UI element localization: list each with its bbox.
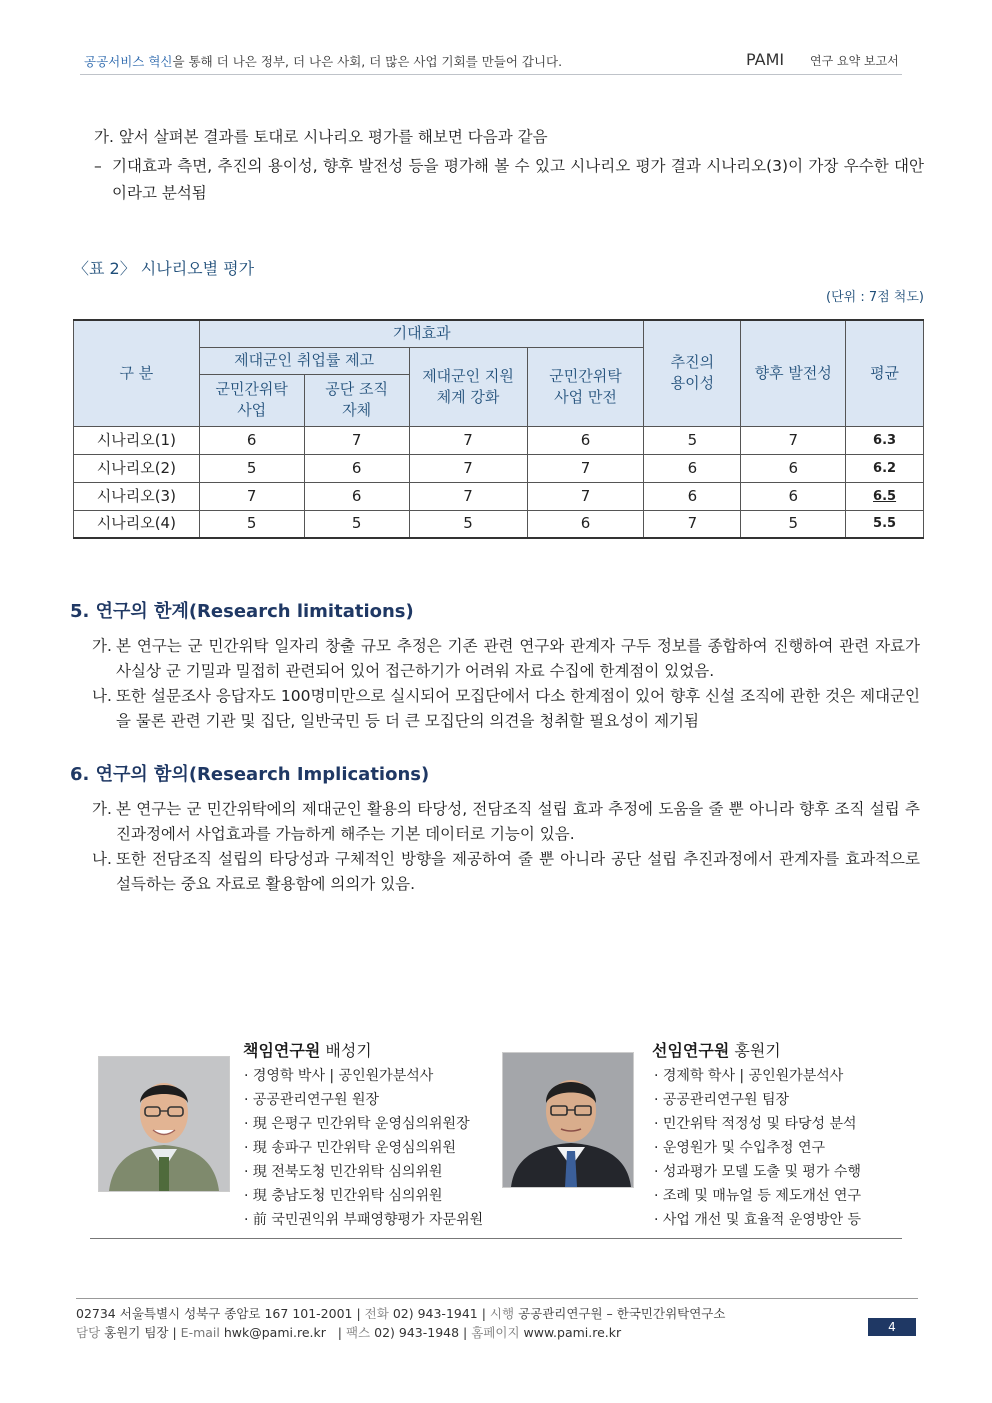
- cell: 6: [741, 454, 846, 482]
- cell: 7: [199, 482, 304, 510]
- cv-item: · 운영원가 및 수입추정 연구: [654, 1136, 861, 1160]
- cv-item: · 現 은평구 민간위탁 운영심의위원장: [244, 1112, 483, 1136]
- section-6-title: 6. 연구의 함의(Research Implications): [70, 764, 430, 785]
- cv-item: · 민간위탁 적정성 및 타당성 분석: [654, 1112, 861, 1136]
- footer-contact: 홍원기 팀장: [104, 1325, 169, 1340]
- table-row: [74, 510, 924, 538]
- cv-item: · 경영학 박사 | 공인원가분석사: [244, 1064, 483, 1088]
- footer-email-label: E-mail: [180, 1325, 220, 1340]
- item-marker: 가.: [92, 637, 112, 655]
- table-row: [74, 426, 924, 454]
- footer-divider: [76, 1298, 918, 1299]
- footer-email-link[interactable]: hwk@pami.re.kr: [223, 1325, 326, 1340]
- cell: 7: [304, 426, 409, 454]
- cv-item: · 공공관리연구원 팀장: [654, 1088, 861, 1112]
- researcher-photo: [502, 1052, 634, 1188]
- header-ease: 추진의 용이성: [644, 320, 741, 426]
- footer-homepage-link[interactable]: www.pami.re.kr: [523, 1325, 622, 1340]
- footer-line-2: 담당 홍원기 팀장 | E-mail hwk@pami.re.kr | 팩스 02) 943-1948 | 홈페이지 www.pami.re.kr: [76, 1325, 622, 1340]
- page-number: 4: [868, 1318, 916, 1336]
- cell: 6: [304, 454, 409, 482]
- cell: 6: [527, 426, 644, 454]
- header-average: 평균: [846, 320, 924, 426]
- footer-homepage-label: 홈페이지: [471, 1325, 520, 1340]
- cv-item: · 사업 개선 및 효율적 운영방안 등: [654, 1208, 861, 1232]
- item-marker: 가.: [92, 800, 112, 818]
- scenario-evaluation-table: [73, 319, 924, 539]
- header-corp-org: 공단 조직 자체: [304, 374, 409, 426]
- cell: 6: [644, 454, 741, 482]
- cv-item: · 조례 및 매뉴얼 등 제도개선 연구: [654, 1184, 861, 1208]
- researcher-role: 선임연구원: [652, 1041, 730, 1060]
- researcher-2-cv: [654, 1064, 861, 1232]
- cv-item: · 現 전북도청 민간위탁 심의위원: [244, 1160, 483, 1184]
- cell: 7: [409, 482, 527, 510]
- cv-item: · 성과평가 모델 도출 및 평가 수행: [654, 1160, 861, 1184]
- intro-line-1: 가. 앞서 살펴본 결과를 토대로 시나리오 평가를 해보면 다음과 같음: [94, 128, 548, 146]
- cell: 5: [409, 510, 527, 538]
- header-employment: 제대군인 취업률 제고: [199, 347, 409, 374]
- cell: 7: [409, 454, 527, 482]
- cell: 6: [199, 426, 304, 454]
- avg-cell-best: 6.5: [846, 482, 924, 510]
- cv-item: · 前 국민권익위 부패영향평가 자문위원: [244, 1208, 483, 1232]
- header-future: 향후 발전성: [741, 320, 846, 426]
- researcher-name: 배성기: [325, 1041, 372, 1060]
- cell: 5: [199, 454, 304, 482]
- researcher-photo: [98, 1056, 230, 1192]
- intro-line-2-text: 기대효과 측면, 추진의 용이성, 향후 발전성 등을 평가해 볼 수 있고 시나리오 평가 결과 시나리오(3)이 가장 우수한 대안이라고 분석됨: [112, 157, 924, 202]
- item-text: 본 연구는 군 민간위탁 일자리 창출 규모 추정은 기존 관련 연구와 관계자 구두 정보를 종합하여 진행하여 관련 자료가 사실상 군 기밀과 밀접히 관련되어 있어 접근하기가 어려워 자료 수집에 한계점이 있었음.: [116, 637, 920, 680]
- cell: 6: [741, 482, 846, 510]
- row-label: 시나리오(1): [74, 426, 200, 454]
- researcher-1-title: [243, 1038, 372, 1061]
- header-report-type: 연구 요약 보고서: [810, 54, 899, 68]
- cv-item: · 現 송파구 민간위탁 운영심의위원: [244, 1136, 483, 1160]
- footer-address: 02734 서울특별시 성북구 종암로 167 101-2001: [76, 1306, 353, 1321]
- avg-cell: 5.5: [846, 510, 924, 538]
- header-slogan-accent: 공공서비스 혁신: [84, 54, 173, 69]
- cell: 7: [409, 426, 527, 454]
- header-expected-effect: 기대효과: [199, 320, 644, 347]
- row-label: 시나리오(4): [74, 510, 200, 538]
- cell: 7: [741, 426, 846, 454]
- section-5-item: [92, 634, 920, 684]
- cv-item: · 경제학 학사 | 공인원가분석사: [654, 1064, 861, 1088]
- avg-cell: 6.3: [846, 426, 924, 454]
- researcher-1-cv: [244, 1064, 483, 1232]
- item-marker: 나.: [92, 850, 112, 868]
- footer-org: 공공관리연구원 – 한국민간위탁연구소: [518, 1306, 726, 1321]
- header-divider: [80, 74, 902, 75]
- header-slogan-rest: 을 통해 더 나은 정부, 더 나은 사회, 더 많은 사업 기회를 만들어 갑니다.: [172, 54, 563, 69]
- avg-cell: 6.2: [846, 454, 924, 482]
- item-text: 또한 전담조직 설립의 타당성과 구체적인 방향을 제공하여 줄 뿐 아니라 공단 설립 추진과정에서 관계자를 효과적으로 설득하는 중요 자료로 활용함에 의의가 있음.: [116, 850, 920, 893]
- intro-line-2: [94, 153, 924, 207]
- footer-phone-label: 전화: [364, 1306, 389, 1321]
- table-row: [74, 482, 924, 510]
- researchers-divider: [90, 1238, 902, 1239]
- item-text: 본 연구는 군 민간위탁에의 제대군인 활용의 타당성, 전담조직 설립 효과 추정에 도움을 줄 뿐 아니라 향후 조직 설립 추진과정에서 사업효과를 가늠하게 해주는 기본 데이터로 기능이 있음.: [116, 800, 920, 843]
- header-slogan: [84, 52, 562, 70]
- cell: 5: [199, 510, 304, 538]
- cv-item: · 공공관리연구원 원장: [244, 1088, 483, 1112]
- footer-org-label: 시행: [489, 1306, 515, 1321]
- table-row: [74, 454, 924, 482]
- header-perfection: 군민간위탁 사업 만전: [527, 347, 644, 426]
- footer-phone: 02) 943-1941: [392, 1306, 478, 1321]
- header-category: 구 분: [74, 320, 200, 426]
- researcher-name: 홍원기: [734, 1041, 781, 1060]
- cv-item: · 現 충남도청 민간위탁 심의위원: [244, 1184, 483, 1208]
- row-label: 시나리오(2): [74, 454, 200, 482]
- header-support: 제대군인 지원체계 강화: [409, 347, 527, 426]
- footer-fax-label: 팩스: [345, 1325, 371, 1340]
- researcher-2-title: [652, 1038, 781, 1061]
- cell: 7: [644, 510, 741, 538]
- header-brand: PAMI: [746, 50, 785, 69]
- table-unit: (단위 : 7점 척도): [826, 290, 924, 305]
- intro-dash: –: [94, 157, 102, 175]
- item-text: 또한 설문조사 응답자도 100명미만으로 실시되어 모집단에서 다소 한계점이 있어 향후 신설 조직에 관한 것은 제대군인을 물론 관련 기관 및 집단, 일반국민 등 더 큰 모집단의 의견을 청취할 필요성이 제기됨: [116, 687, 920, 730]
- cell: 7: [527, 482, 644, 510]
- table-title: 〈표 2〉 시나리오별 평가: [73, 259, 255, 278]
- section-5-item: [92, 684, 920, 734]
- footer-line-1: 02734 서울특별시 성북구 종암로 167 101-2001 | 전화 02) 943-1941 | 시행 공공관리연구원 – 한국민간위탁연구소: [76, 1306, 726, 1321]
- cell: 6: [527, 510, 644, 538]
- section-6-item: [92, 797, 920, 847]
- header-civil-business: 군민간위탁 사업: [199, 374, 304, 426]
- cell: 6: [644, 482, 741, 510]
- cell: 7: [527, 454, 644, 482]
- section-6-item: [92, 847, 920, 897]
- cell: 5: [741, 510, 846, 538]
- item-marker: 나.: [92, 687, 112, 705]
- cell: 6: [304, 482, 409, 510]
- footer-contact-label: 담당: [76, 1325, 101, 1340]
- section-5-title: 5. 연구의 한계(Research limitations): [70, 601, 414, 622]
- footer-fax: 02) 943-1948: [374, 1325, 460, 1340]
- researcher-role: 책임연구원: [243, 1041, 321, 1060]
- cell: 5: [304, 510, 409, 538]
- cell: 5: [644, 426, 741, 454]
- row-label: 시나리오(3): [74, 482, 200, 510]
